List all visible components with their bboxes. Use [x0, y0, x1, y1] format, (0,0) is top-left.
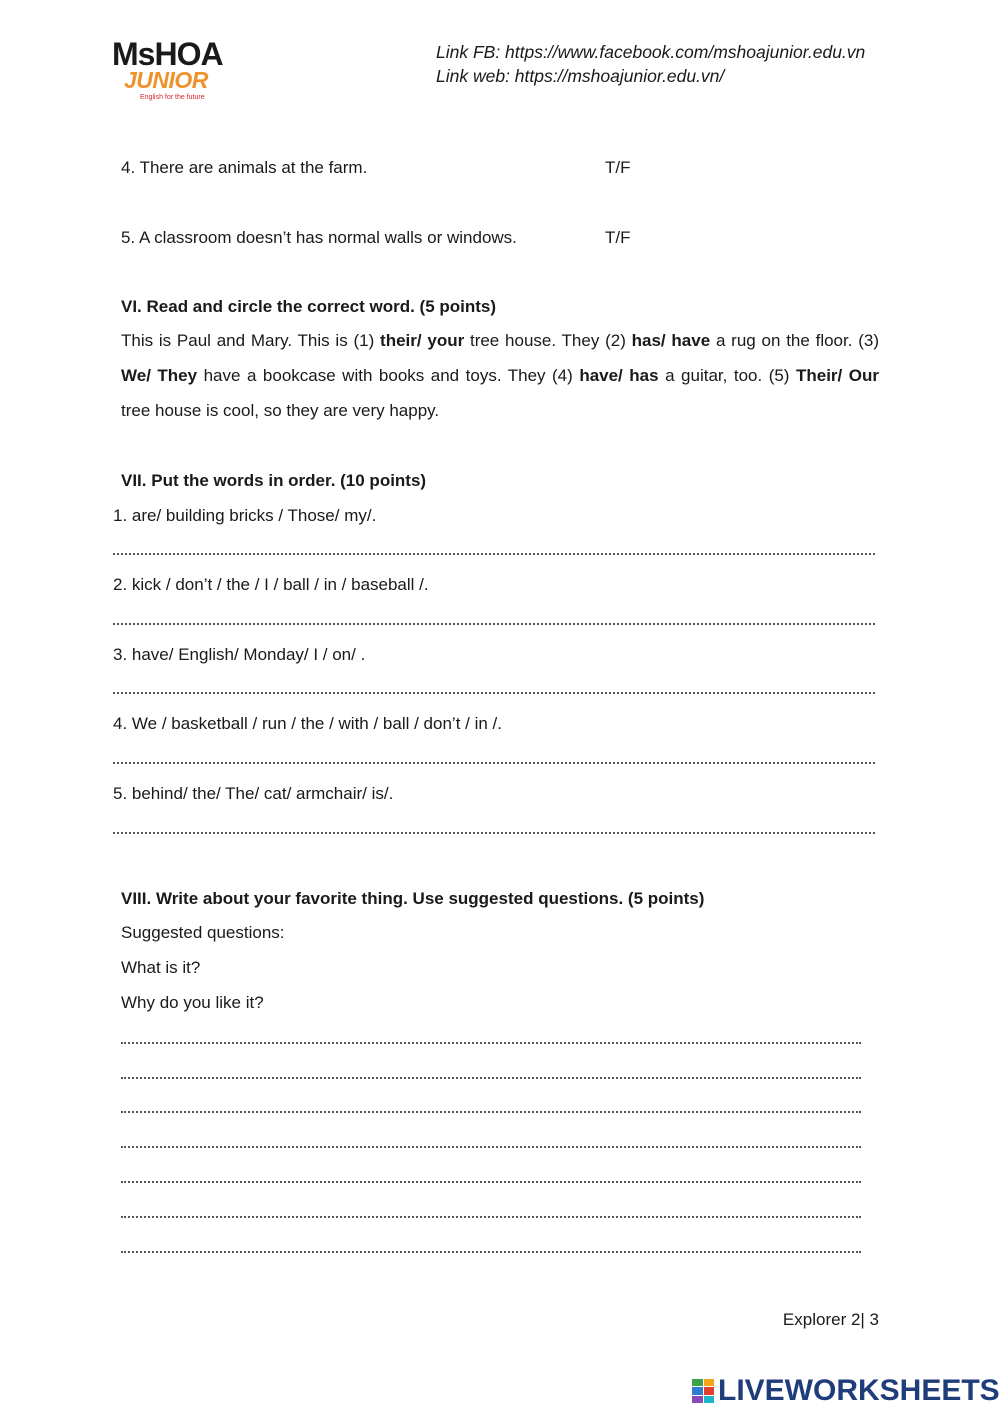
section6-paragraph	[121, 323, 879, 428]
order-item-5: 5. behind/ the/ The/ cat/ armchair/ is/.	[113, 784, 394, 803]
order-item-4: 4. We / basketball / run / the / with / ball / don’t / in /.	[113, 714, 502, 733]
writing-line-1[interactable]	[121, 1042, 861, 1044]
order-item-1: 1. are/ building bricks / Those/ my/.	[113, 506, 377, 525]
tf-mark-4[interactable]: T/F	[605, 158, 631, 177]
writing-line-2[interactable]	[121, 1077, 861, 1079]
liveworksheets-watermark	[692, 1374, 1000, 1408]
logo-brand: MsHOA	[112, 36, 223, 72]
para-text: a guitar, too. (5)	[658, 366, 796, 385]
choice-2[interactable]: has/ have	[631, 331, 711, 350]
writing-line-6[interactable]	[121, 1216, 861, 1218]
page-footer: Explorer 2| 3	[782, 1310, 879, 1329]
link-web[interactable]: Link web: https://mshoajunior.edu.vn/	[436, 66, 725, 86]
question-what: What is it?	[121, 958, 201, 977]
writing-line-5[interactable]	[121, 1181, 861, 1183]
choice-5[interactable]: Their/ Our	[795, 366, 879, 385]
logo-tagline: English for the future	[140, 94, 205, 101]
answer-line-1[interactable]	[113, 553, 875, 555]
header-links	[436, 40, 865, 88]
section6-heading: VI. Read and circle the correct word. (5 points)	[121, 297, 497, 316]
section8-heading: VIII. Write about your favorite thing. Use suggested questions. (5 points)	[121, 889, 705, 908]
para-text: a rug on the floor. (3)	[710, 331, 879, 350]
order-item-2: 2. kick / don’t / the / I / ball / in / baseball /.	[113, 575, 429, 594]
writing-line-3[interactable]	[121, 1111, 861, 1113]
liveworksheets-text: LIVEWORKSHEETS	[718, 1374, 1000, 1407]
tf-mark-5[interactable]: T/F	[605, 228, 631, 247]
choice-4[interactable]: have/ has	[579, 366, 659, 385]
answer-line-5[interactable]	[113, 832, 875, 834]
choice-1[interactable]: their/ your	[380, 331, 465, 350]
para-text: have a bookcase with books and toys. They (4)	[197, 366, 580, 385]
mshoa-junior-logo	[112, 38, 242, 104]
answer-line-3[interactable]	[113, 692, 875, 694]
writing-line-4[interactable]	[121, 1146, 861, 1148]
answer-line-4[interactable]	[113, 762, 875, 764]
para-text: This is Paul and Mary. This is (1)	[121, 331, 381, 350]
answer-line-2[interactable]	[113, 623, 875, 625]
tf-item-4: 4. There are animals at the farm.	[121, 158, 368, 177]
liveworksheets-logo-icon	[692, 1379, 714, 1403]
tf-item-5: 5. A classroom doesn’t has normal walls or windows.	[121, 228, 517, 247]
suggested-label: Suggested questions:	[121, 923, 285, 942]
choice-3[interactable]: We/ They	[121, 366, 198, 385]
link-fb[interactable]: Link FB: https://www.facebook.com/mshoajunior.edu.vn	[436, 42, 866, 62]
order-item-3: 3. have/ English/ Monday/ I / on/ .	[113, 645, 366, 664]
para-text: tree house. They (2)	[464, 331, 632, 350]
para-text: tree house is cool, so they are very happy.	[121, 401, 440, 420]
section7-heading: VII. Put the words in order. (10 points)	[121, 471, 427, 490]
writing-line-7[interactable]	[121, 1251, 861, 1253]
logo-sub: JUNIOR	[124, 67, 208, 93]
question-why: Why do you like it?	[121, 993, 264, 1012]
